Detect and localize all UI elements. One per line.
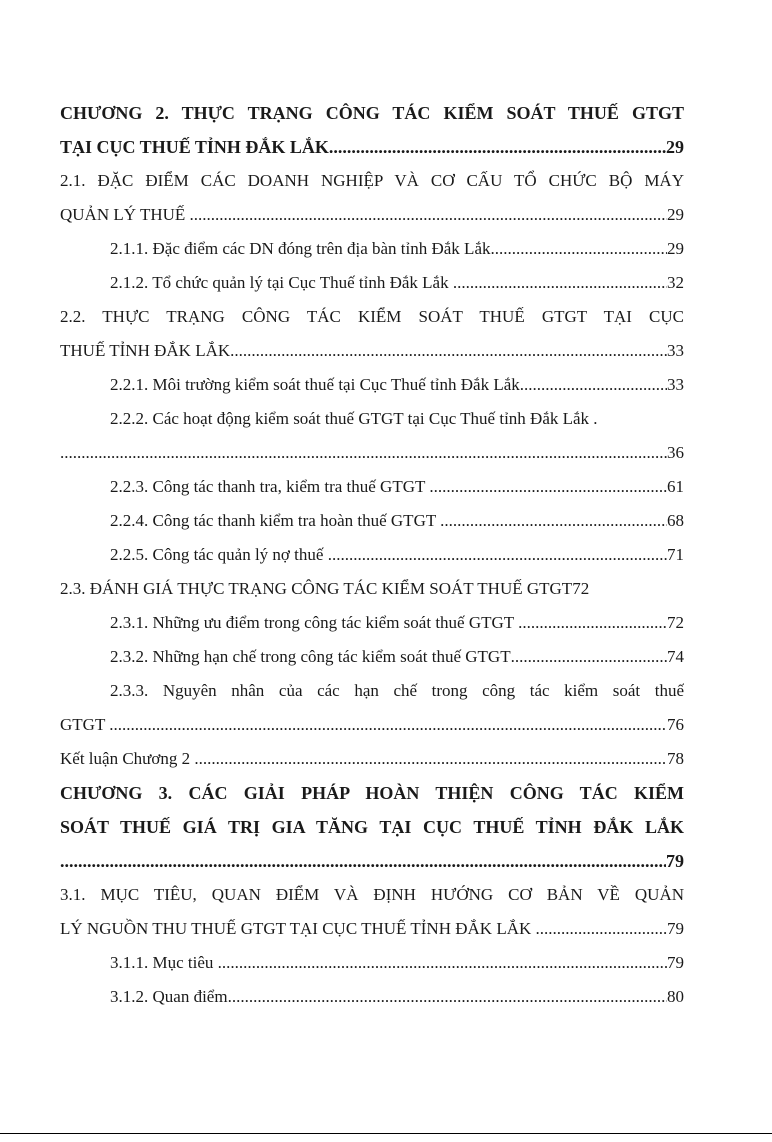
toc-entry-chapter-2 xyxy=(60,96,684,164)
dot-leader xyxy=(453,266,667,300)
toc-entry-3-1-1 xyxy=(60,946,684,980)
dot-leader xyxy=(60,436,667,470)
table-of-contents xyxy=(60,96,684,1014)
toc-page-number: 61 xyxy=(667,477,684,496)
toc-page-number: 29 xyxy=(667,239,684,258)
toc-entry-2-3-1 xyxy=(60,606,684,640)
dot-leader xyxy=(228,980,667,1014)
toc-page-number: 72 xyxy=(667,613,684,632)
toc-entry-2-1 xyxy=(60,164,684,232)
toc-page-number: 76 xyxy=(667,715,684,734)
toc-entry-text: 2.2.1. Môi trường kiểm soát thuế tại Cục Thuế tỉnh Đắk Lắk xyxy=(110,375,520,394)
toc-entry-text: 2.3.2. Những hạn chế trong công tác kiểm soát thuế GTGT xyxy=(110,647,511,666)
toc-page-number: 29 xyxy=(666,137,684,157)
dot-leader xyxy=(491,232,668,266)
dot-leader xyxy=(218,946,667,980)
toc-entry-text: CHƯƠNG 3. CÁC GIẢI PHÁP HOÀN THIỆN CÔNG TÁC KIỂM xyxy=(60,783,684,803)
toc-page-number: 79 xyxy=(667,953,684,972)
dot-leader xyxy=(518,606,667,640)
toc-page-number: 29 xyxy=(667,205,684,224)
toc-entry-2-1-1 xyxy=(60,232,684,266)
dot-leader xyxy=(230,334,667,368)
toc-entry-2-3-2 xyxy=(60,640,684,674)
toc-entry-text: 3.1.1. Mục tiêu xyxy=(110,953,218,972)
toc-entry-text: 2.2. THỰC TRẠNG CÔNG TÁC KIỂM SOÁT THUẾ GTGT TẠI CỤC xyxy=(60,307,684,326)
toc-entry-2-2-2 xyxy=(60,402,684,470)
toc-entry-text: 2.2.2. Các hoạt động kiểm soát thuế GTGT tại Cục Thuế tỉnh Đắk Lắk . xyxy=(110,409,598,428)
toc-entry-text: 2.3.3. Nguyên nhân của các hạn chế trong công tác kiểm soát thuế xyxy=(110,681,684,700)
toc-entry-2-3-3 xyxy=(60,674,684,742)
toc-entry-3-1-2 xyxy=(60,980,684,1014)
toc-entry-2-2-5 xyxy=(60,538,684,572)
toc-entry-text: 2.1.1. Đặc điểm các DN đóng trên địa bàn tỉnh Đắk Lắk xyxy=(110,239,491,258)
dot-leader xyxy=(511,640,667,674)
toc-page-number: 79 xyxy=(667,919,684,938)
toc-entry-text: 2.1.2. Tổ chức quản lý tại Cục Thuế tỉnh Đắk Lắk xyxy=(110,273,453,292)
toc-page-number: 72 xyxy=(572,579,590,598)
toc-entry-text: LÝ NGUỒN THU THUẾ GTGT TẠI CỤC THUẾ TỈNH ĐẮK LẮK xyxy=(60,919,536,938)
toc-page-number: 71 xyxy=(667,545,684,564)
toc-page-number: 33 xyxy=(667,375,684,394)
toc-entry-text: SOÁT THUẾ GIÁ TRỊ GIA TĂNG TẠI CỤC THUẾ TỈNH ĐẮK LẮK xyxy=(60,817,684,837)
toc-entry-text: 2.2.4. Công tác thanh kiểm tra hoàn thuế GTGT xyxy=(110,511,441,530)
toc-entry-text: 2.2.5. Công tác quản lý nợ thuế xyxy=(110,545,328,564)
toc-page-number: 79 xyxy=(666,851,684,871)
toc-entry-text: 2.2.3. Công tác thanh tra, kiểm tra thuế GTGT xyxy=(110,477,430,496)
toc-entry-2-2-3 xyxy=(60,470,684,504)
toc-entry-text: CHƯƠNG 2. THỰC TRẠNG CÔNG TÁC KIỂM SOÁT THUẾ GTGT xyxy=(60,103,684,123)
toc-entry-text: 3.1. MỤC TIÊU, QUAN ĐIỂM VÀ ĐỊNH HƯỚNG CƠ BẢN VỀ QUẢN xyxy=(60,885,684,904)
toc-entry-text: TẠI CỤC THUẾ TỈNH ĐẮK LẮK xyxy=(60,137,329,157)
toc-entry-2-2 xyxy=(60,300,684,368)
toc-entry-text: 2.1. ĐẶC ĐIỂM CÁC DOANH NGHIỆP VÀ CƠ CẤU TỔ CHỨC BỘ MÁY xyxy=(60,171,684,190)
toc-page-number: 32 xyxy=(667,273,684,292)
dot-leader xyxy=(520,368,667,402)
dot-leader xyxy=(329,130,666,164)
dot-leader xyxy=(190,198,667,232)
toc-entry-2-1-2 xyxy=(60,266,684,300)
toc-entry-2-2-4 xyxy=(60,504,684,538)
dot-leader xyxy=(429,470,667,504)
toc-entry-text: 3.1.2. Quan điểm xyxy=(110,987,228,1006)
dot-leader xyxy=(440,504,667,538)
toc-entry-text: 2.3. ĐÁNH GIÁ THỰC TRẠNG CÔNG TÁC KIỂM SOÁT THUẾ GTGT xyxy=(60,579,573,598)
toc-entry-chapter-3 xyxy=(60,776,684,878)
page-bottom-rule xyxy=(0,1133,772,1134)
dot-leader xyxy=(194,742,667,776)
toc-page-number: 68 xyxy=(667,511,684,530)
toc-entry-2-3 xyxy=(60,572,684,606)
toc-page-number: 78 xyxy=(667,749,684,768)
toc-page-number: 74 xyxy=(667,647,684,666)
toc-entry-text: GTGT xyxy=(60,715,110,734)
toc-page-number: 80 xyxy=(667,987,684,1006)
toc-entry-text: QUẢN LÝ THUẾ xyxy=(60,205,190,224)
toc-entry-text: THUẾ TỈNH ĐẮK LẮK xyxy=(60,341,231,360)
dot-leader xyxy=(536,912,667,946)
toc-entry-text: 2.3.1. Những ưu điểm trong công tác kiểm soát thuế GTGT xyxy=(110,613,519,632)
dot-leader xyxy=(60,844,666,878)
toc-page-number: 33 xyxy=(667,341,684,360)
dot-leader xyxy=(109,708,667,742)
toc-entry-3-1 xyxy=(60,878,684,946)
toc-entry-text: Kết luận Chương 2 xyxy=(60,749,195,768)
dot-leader xyxy=(328,538,667,572)
toc-page-number: 36 xyxy=(667,443,684,462)
toc-entry-conclusion-chapter-2 xyxy=(60,742,684,776)
toc-entry-2-2-1 xyxy=(60,368,684,402)
